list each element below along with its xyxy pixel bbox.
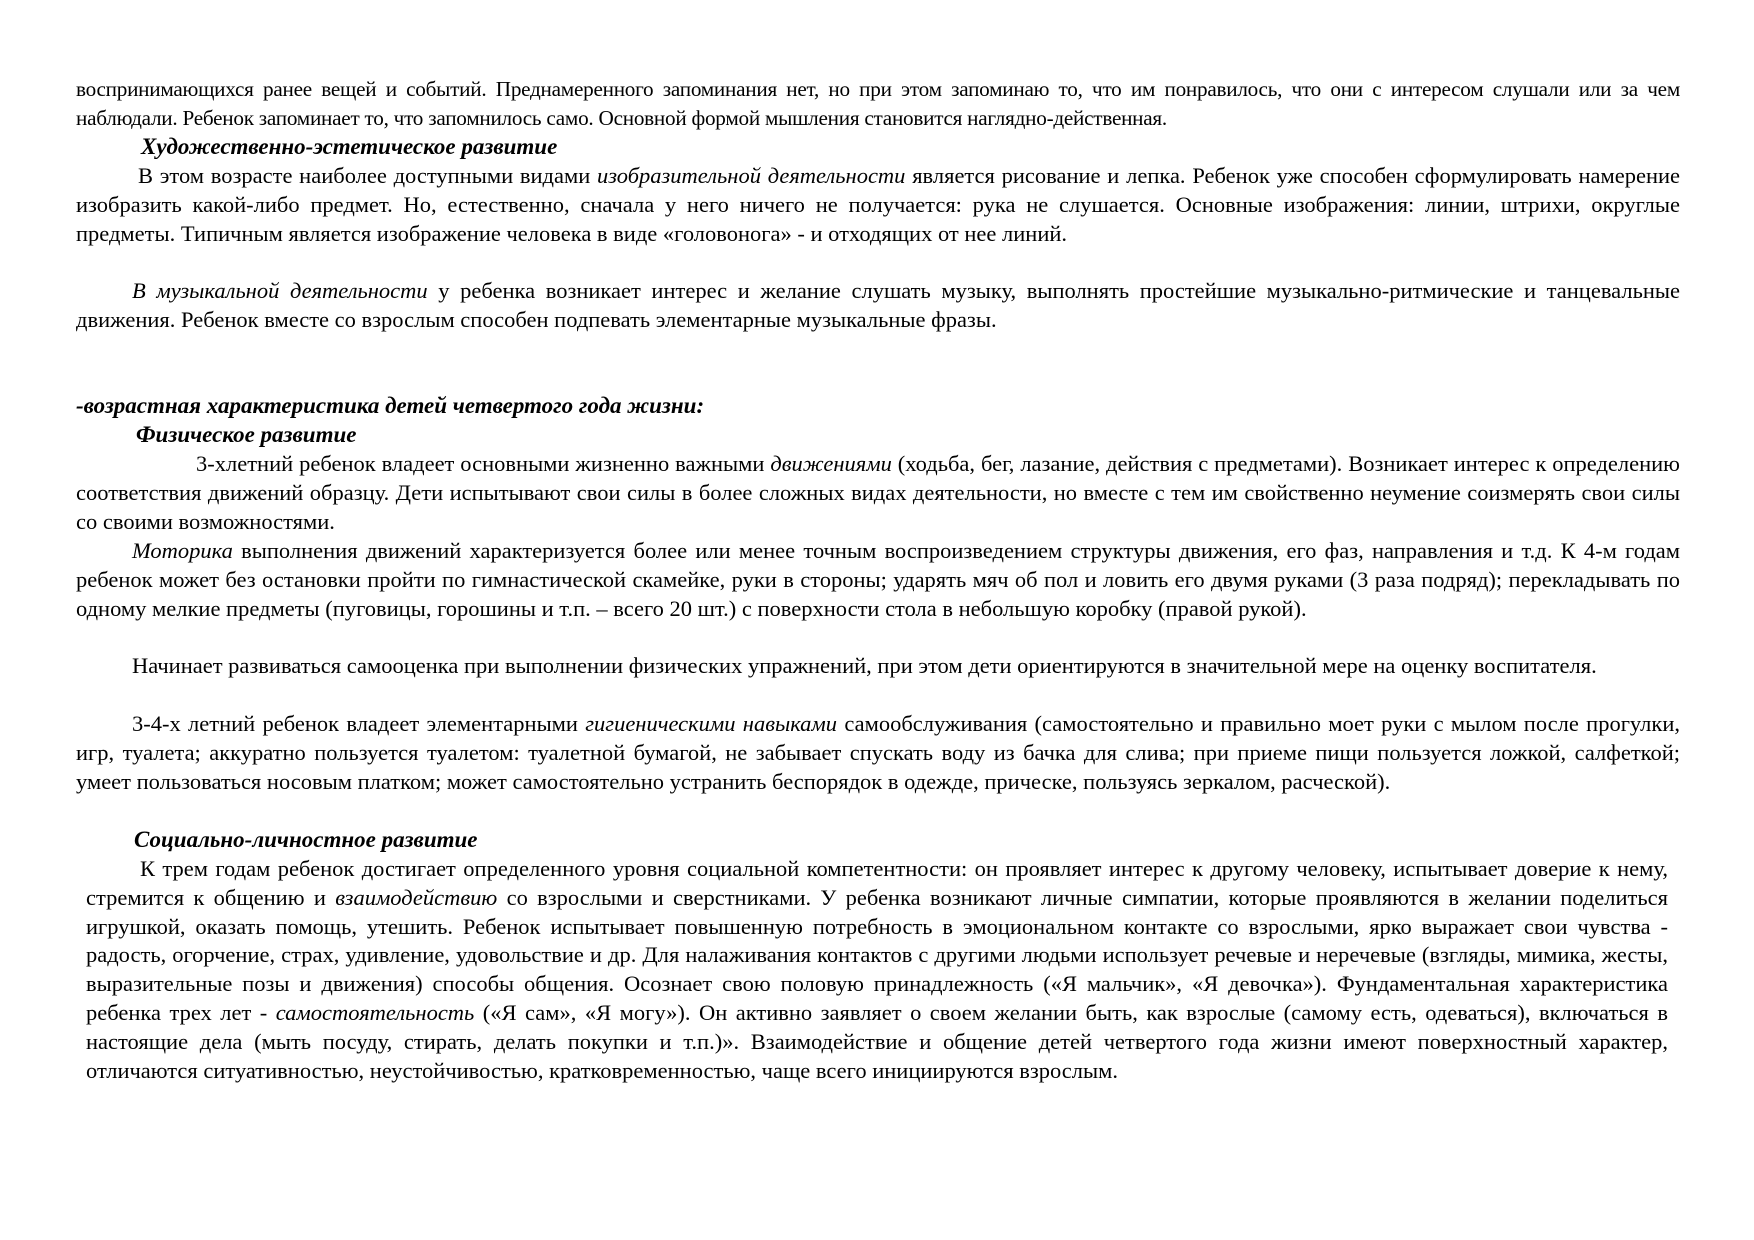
- text-run: самообслуживания (самостоятельно и правильно моет руки с мылом после прогулки, игр, туалета; аккуратно пользуется туалетом: туалетной бумагой, не забывает спускать воду из бачка для слива; при приеме пищи пользуется ложкой, салфеткой; умеет пользоваться носовым платком; может самостоятельно устранить беспорядок в одежде, прическе, пользуясь зеркалом, расческой).: [76, 711, 1681, 794]
- text-run: 3-4-х летний ребенок владеет элементарными: [132, 711, 586, 736]
- heading-physical-development: Физическое развитие: [136, 422, 357, 447]
- heading-fourth-year: -возрастная характеристика детей четвертого года жизни:: [76, 393, 705, 418]
- italic-term: взаимодействию: [335, 884, 498, 910]
- paragraph-visual-activity: [76, 162, 1680, 248]
- text-run: выполнения движений характеризуется более или менее точным воспроизведением структуры движения, его фаз, направления и т.д. К 4-м годам ребенок может без остановки пройти по гимнастической скамейке, руки в стороны; ударять мяч об пол и ловить его двумя руками (3 раза подряд); перекладывать по одному мелкие предметы (пуговицы, горошины и т.п. – всего 20 шт.) с поверхности стола в небольшую коробку (правой рукой).: [76, 538, 1680, 621]
- text-run: («Я сам», «Я могу»). Он активно заявляет о своем желании быть, как взрослые (самому есть, одеваться), включаться в настоящие дела (мыть посуду, стирать, делать покупки и т.п.)». Взаимодействие и общение детей четвертого года жизни имеют поверхностный характер, отличаются ситуативностью, неустойчивостью, кратковременностью, чаще всего инициируются взрослым.: [86, 999, 1668, 1083]
- italic-term: Моторика: [132, 538, 233, 563]
- text-run: Начинает развиваться самооценка при выполнении физических упражнений, при этом дети ориентируются в значительной мере на оценку воспитателя.: [132, 653, 1597, 678]
- text-run: у ребенка возникает интерес и желание слушать музыку, выполнять простейшие музыкально-ритмические и танцевальные движения. Ребенок вместе со взрослым способен подпевать элементарные музыкальные фразы.: [76, 278, 1680, 332]
- text-run: воспринимающихся ранее вещей и событий. Преднамеренного запоминания нет, но при этом запоминаю то, что им понравилось, что они с интересом слушали или за чем наблюдали. Ребенок запоминает то, что запомнилось само. Основной формой мышления становится наглядно-действенная.: [76, 77, 1680, 130]
- paragraph-movements: [76, 450, 1680, 536]
- text-run: В этом возрасте наиболее доступными видами: [138, 163, 598, 188]
- paragraph-hygiene: [76, 710, 1680, 796]
- italic-term: гигиеническими навыками: [585, 711, 838, 736]
- paragraph-self-esteem: [76, 652, 1680, 681]
- text-run: является рисование и лепка. Ребенок уже способен сформулировать намерение изобразить какой-либо предмет. Но, естественно, сначала у него ничего не получается: рука не слушается. Основные изображения: линии, штрихи, округлые предметы. Типичным является изображение человека в виде «головонога» - и отходящих от нее линий.: [76, 163, 1681, 246]
- italic-term: изобразительной деятельности: [597, 163, 906, 188]
- heading-art-aesthetic: Художественно-эстетическое развитие: [141, 134, 558, 159]
- text-run: К трем годам ребенок достигает определенного уровня социальной компетентности: он проявляет интерес к другому человеку, испытывает доверие к нему, стремится к общению и: [86, 856, 1668, 910]
- paragraph-music-activity: [76, 277, 1680, 335]
- paragraph-social-competence: [86, 855, 1668, 1085]
- paragraph-memory: [76, 75, 1680, 133]
- heading-social-personal: Социально-личностное развитие: [134, 827, 478, 852]
- text-run: 3-хлетний ребенок владеет основными жизненно важными: [196, 451, 771, 476]
- italic-term: самостоятельность: [275, 999, 475, 1025]
- paragraph-motorics: [76, 537, 1680, 623]
- text-run: (ходьба, бег, лазание, действия с предметами). Возникает интерес к определению соответствия движений образцу. Дети испытывают свои силы в более сложных видах деятельности, но вместе с тем им свойственно неумение соизмерять свои силы со своими возможностями.: [76, 451, 1680, 534]
- italic-term: движениями: [770, 451, 892, 476]
- italic-term: В музыкальной деятельности: [132, 278, 428, 303]
- text-run: со взрослыми и сверстниками. У ребенка возникают личные симпатии, которые проявляются в желании поделиться игрушкой, оказать помощь, утешить. Ребенок испытывает повышенную потребность в эмоциональном контакте со взрослыми, ярко выражает свои чувства - радость, огорчение, страх, удивление, удовольствие и др. Для налаживания контактов с другими людьми использует речевые и неречевые (взгляды, мимика, жесты, выразительные позы и движения) способы общения. Осознает свою половую принадлежность («Я мальчик», «Я девочка»). Фундаментальная характеристика ребенка трех лет -: [86, 884, 1668, 1025]
